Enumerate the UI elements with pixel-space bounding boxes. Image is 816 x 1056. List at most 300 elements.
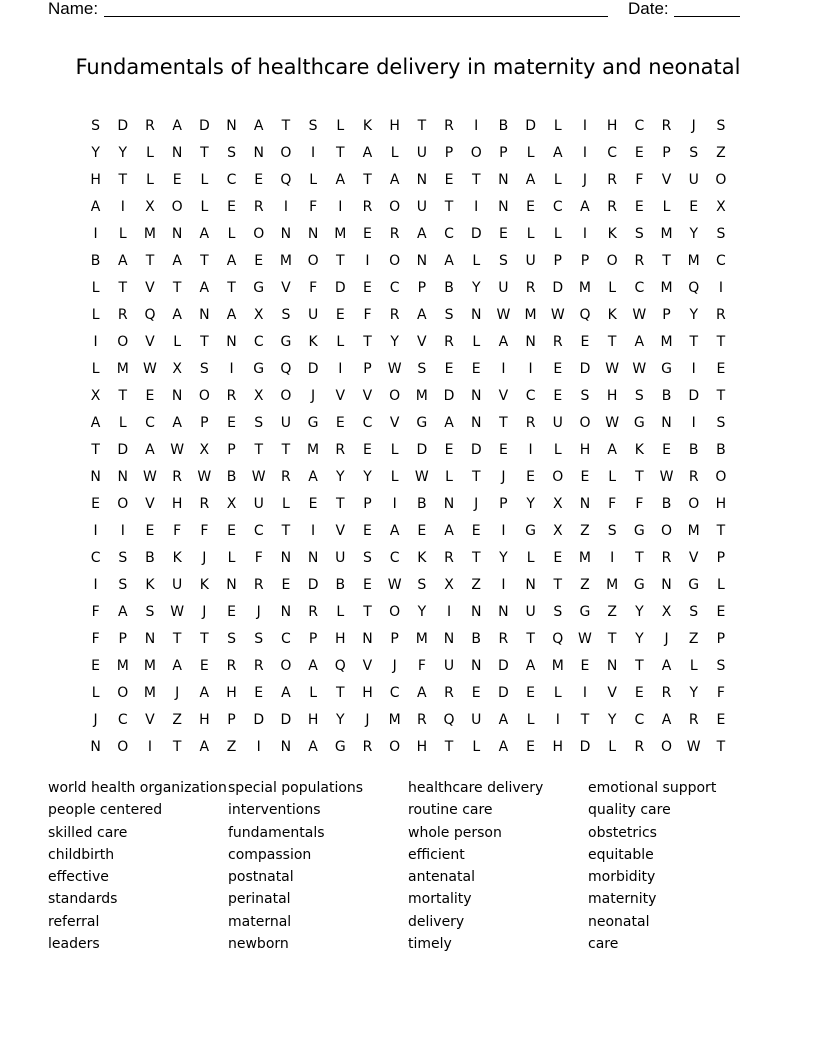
grid-letter: J: [582, 171, 588, 188]
grid-letter: R: [389, 306, 400, 323]
grid-letter: D: [307, 576, 319, 593]
grid-letter: R: [688, 468, 699, 485]
grid-letter: O: [715, 171, 727, 188]
grid-letter: E: [444, 171, 454, 188]
grid-letter: T: [200, 252, 209, 269]
grid-letter: J: [501, 468, 506, 485]
grid-letter: C: [525, 387, 536, 404]
word-list-item: leaders: [48, 936, 100, 953]
word-list-item: newborn: [228, 936, 289, 953]
grid-letter: S: [444, 306, 454, 323]
grid-letter: R: [525, 279, 536, 296]
grid-letter: N: [171, 144, 183, 161]
grid-letter: A: [199, 225, 210, 242]
grid-letter: N: [90, 738, 101, 755]
grid-letter: K: [607, 306, 617, 323]
grid-letter: O: [280, 657, 292, 674]
grid-letter: A: [362, 144, 373, 161]
grid-letter: Q: [144, 306, 156, 323]
word-list: [48, 777, 768, 955]
grid-letter: L: [472, 252, 481, 269]
grid-letter: T: [254, 441, 263, 458]
grid-letter: C: [281, 630, 291, 647]
grid-letter: Q: [688, 279, 700, 296]
grid-letter: W: [197, 468, 212, 485]
grid-letter: Y: [363, 468, 372, 485]
grid-letter: H: [579, 441, 591, 458]
grid-letter: S: [634, 387, 644, 404]
grid-letter: U: [416, 198, 427, 215]
grid-letter: Y: [689, 225, 698, 242]
grid-letter: M: [279, 252, 292, 269]
word-column: [48, 777, 228, 955]
grid-letter: P: [716, 549, 726, 566]
grid-letter: L: [227, 225, 236, 242]
grid-letter: I: [582, 684, 588, 701]
grid-letter: Y: [635, 630, 644, 647]
grid-letter: T: [336, 252, 345, 269]
grid-letter: C: [389, 279, 400, 296]
grid-letter: R: [362, 738, 373, 755]
name-input-line[interactable]: [104, 16, 608, 17]
grid-letter: R: [661, 117, 672, 134]
grid-letter: T: [118, 171, 128, 188]
grid-letter: R: [444, 333, 454, 350]
grid-letter: H: [389, 117, 400, 134]
grid-letter: A: [117, 603, 128, 620]
grid-letter: W: [632, 306, 647, 323]
grid-letter: L: [553, 684, 562, 701]
grid-letter: Q: [579, 306, 591, 323]
word-list-item: timely: [408, 936, 452, 953]
grid-letter: M: [578, 279, 592, 296]
grid-letter: B: [688, 441, 699, 458]
grid-letter: A: [199, 279, 210, 296]
grid-letter: L: [526, 711, 535, 728]
grid-letter: C: [444, 225, 454, 242]
grid-letter: F: [635, 495, 644, 512]
grid-letter: D: [117, 441, 129, 458]
grid-letter: I: [610, 549, 615, 566]
grid-letter: F: [91, 603, 100, 620]
word-list-item: compassion: [228, 846, 312, 863]
grid-letter: I: [93, 522, 98, 539]
grid-letter: N: [443, 495, 455, 512]
grid-letter: J: [664, 630, 669, 647]
grid-letter: L: [553, 171, 562, 188]
grid-letter: T: [91, 441, 100, 458]
grid-letter: D: [198, 117, 210, 134]
grid-letter: S: [145, 603, 155, 620]
grid-letter: L: [608, 738, 617, 755]
word-list-item: skilled care: [48, 824, 128, 841]
grid-letter: O: [280, 387, 292, 404]
grid-letter: U: [498, 279, 509, 296]
grid-letter: S: [634, 225, 644, 242]
grid-letter: N: [253, 144, 264, 161]
grid-letter: A: [145, 441, 155, 458]
grid-letter: Q: [334, 657, 346, 674]
grid-letter: E: [716, 603, 726, 620]
word-list-item: childbirth: [48, 846, 115, 863]
grid-letter: C: [634, 117, 645, 134]
grid-letter: N: [579, 495, 591, 512]
grid-letter: A: [90, 414, 101, 431]
grid-letter: Z: [172, 711, 182, 728]
grid-letter: R: [281, 468, 291, 485]
grid-letter: O: [715, 468, 727, 485]
grid-letter: R: [634, 738, 645, 755]
grid-letter: O: [117, 333, 129, 350]
word-list-item: equitable: [588, 846, 654, 863]
grid-letter: J: [93, 711, 98, 728]
grid-letter: U: [335, 549, 346, 566]
header-row: [48, 0, 740, 20]
grid-letter: M: [578, 549, 592, 566]
grid-letter: S: [716, 117, 726, 134]
grid-letter: N: [280, 225, 292, 242]
grid-letter: Z: [226, 738, 237, 755]
grid-letter: I: [474, 198, 479, 215]
grid-letter: N: [470, 387, 482, 404]
grid-letter: C: [117, 711, 128, 728]
grid-letter: E: [363, 279, 372, 296]
grid-letter: D: [579, 738, 591, 755]
grid-letter: L: [282, 495, 290, 512]
grid-letter: M: [524, 306, 537, 323]
grid-letter: R: [416, 711, 427, 728]
grid-letter: M: [143, 684, 157, 701]
grid-letter: Y: [390, 333, 399, 350]
grid-letter: L: [472, 333, 481, 350]
grid-letter: A: [172, 252, 182, 269]
grid-letter: L: [91, 684, 100, 701]
grid-letter: I: [256, 738, 261, 755]
grid-letter: E: [227, 414, 236, 431]
word-list-item: fundamentals: [228, 824, 325, 841]
grid-letter: N: [280, 603, 292, 620]
page-title: Fundamentals of healthcare delivery in maternity and neonatal: [75, 55, 741, 79]
grid-letter: R: [607, 198, 618, 215]
grid-letter: B: [661, 495, 672, 512]
grid-letter: S: [281, 306, 291, 323]
grid-letter: W: [170, 603, 185, 620]
grid-letter: E: [634, 144, 644, 161]
grid-letter: L: [336, 333, 345, 350]
grid-letter: O: [389, 387, 401, 404]
grid-letter: Y: [689, 684, 698, 701]
grid-letter: D: [470, 225, 482, 242]
grid-letter: D: [688, 387, 700, 404]
grid-letter: Y: [471, 279, 481, 296]
grid-letter: A: [226, 306, 237, 323]
grid-letter: G: [633, 414, 645, 431]
grid-letter: R: [444, 684, 454, 701]
grid-letter: O: [389, 252, 401, 269]
grid-letter: R: [172, 468, 183, 485]
grid-letter: L: [91, 306, 100, 323]
grid-letter: T: [145, 252, 155, 269]
grid-letter: R: [308, 603, 318, 620]
grid-letter: M: [551, 657, 564, 674]
grid-letter: A: [335, 171, 346, 188]
grid-letter: T: [662, 252, 671, 269]
grid-letter: E: [363, 441, 372, 458]
grid-letter: N: [525, 333, 536, 350]
grid-letter: M: [687, 522, 700, 539]
grid-letter: C: [634, 279, 645, 296]
grid-letter: H: [226, 684, 237, 701]
grid-letter: E: [716, 360, 726, 377]
grid-letter: H: [307, 711, 319, 728]
grid-letter: V: [145, 333, 155, 350]
date-input-line[interactable]: [674, 16, 740, 17]
grid-letter: L: [146, 171, 154, 188]
grid-letter: E: [471, 684, 481, 701]
grid-letter: P: [200, 414, 209, 431]
grid-letter: A: [281, 684, 291, 701]
grid-letter: S: [417, 360, 427, 377]
word-list-item: efficient: [408, 846, 465, 863]
grid-letter: I: [582, 225, 588, 242]
grid-letter: F: [363, 306, 372, 323]
grid-letter: W: [170, 441, 185, 458]
grid-letter: H: [606, 117, 618, 134]
grid-letter: E: [526, 738, 536, 755]
grid-letter: T: [689, 333, 698, 350]
grid-letter: I: [501, 360, 506, 377]
grid-letter: U: [253, 495, 264, 512]
grid-letter: N: [661, 576, 672, 593]
grid-letter: P: [662, 306, 671, 323]
grid-letter: P: [227, 711, 236, 728]
grid-letter: P: [553, 252, 562, 269]
grid-letter: V: [335, 387, 346, 404]
grid-letter: A: [308, 468, 318, 485]
grid-letter: W: [414, 468, 429, 485]
grid-letter: A: [498, 738, 509, 755]
grid-letter: E: [553, 549, 563, 566]
grid-letter: A: [661, 711, 672, 728]
grid-letter: K: [362, 117, 373, 134]
grid-letter: E: [91, 495, 101, 512]
grid-letter: P: [363, 360, 372, 377]
grid-letter: L: [336, 603, 345, 620]
grid-letter: N: [307, 549, 319, 566]
grid-letter: H: [416, 738, 428, 755]
grid-letter: E: [91, 657, 101, 674]
grid-letter: R: [389, 225, 400, 242]
grid-letter: T: [716, 522, 726, 539]
grid-letter: V: [661, 171, 672, 188]
word-list-item: referral: [48, 913, 100, 930]
grid-letter: T: [336, 144, 345, 161]
grid-letter: A: [172, 414, 182, 431]
grid-letter: S: [716, 225, 726, 242]
grid-letter: L: [227, 549, 236, 566]
grid-letter: D: [117, 117, 129, 134]
grid-letter: Q: [280, 360, 292, 377]
grid-letter: E: [308, 495, 318, 512]
grid-letter: D: [307, 360, 319, 377]
grid-letter: U: [443, 657, 455, 674]
grid-letter: G: [525, 522, 537, 539]
grid-letter: E: [498, 225, 508, 242]
grid-letter: R: [661, 549, 672, 566]
grid-letter: E: [580, 333, 590, 350]
grid-letter: B: [498, 117, 509, 134]
grid-letter: E: [634, 684, 644, 701]
grid-letter: G: [253, 279, 265, 296]
grid-letter: M: [687, 252, 700, 269]
grid-letter: L: [717, 576, 725, 593]
grid-letter: M: [116, 360, 129, 377]
grid-letter: E: [689, 198, 699, 215]
grid-letter: T: [716, 738, 726, 755]
grid-letter: V: [362, 657, 373, 674]
grid-letter: V: [335, 522, 346, 539]
grid-letter: I: [93, 576, 98, 593]
grid-letter: N: [226, 333, 237, 350]
grid-letter: G: [307, 414, 319, 431]
grid-letter: L: [200, 171, 209, 188]
grid-letter: S: [716, 657, 726, 674]
grid-letter: F: [417, 657, 426, 674]
grid-letter: L: [309, 684, 317, 701]
grid-letter: L: [662, 198, 671, 215]
grid-letter: Y: [499, 549, 508, 566]
grid-letter: M: [143, 225, 157, 242]
grid-letter: L: [472, 738, 481, 755]
grid-letter: T: [200, 630, 209, 647]
word-list-item: antenatal: [408, 869, 475, 886]
grid-letter: E: [145, 387, 155, 404]
grid-letter: S: [227, 144, 236, 161]
grid-letter: E: [580, 468, 590, 485]
grid-letter: W: [387, 576, 402, 593]
grid-letter: T: [716, 387, 726, 404]
grid-letter: D: [443, 387, 455, 404]
grid-letter: O: [688, 495, 700, 512]
word-list-item: special populations: [228, 780, 364, 796]
grid-letter: L: [118, 225, 127, 242]
grid-letter: S: [91, 117, 101, 134]
grid-letter: I: [338, 360, 343, 377]
grid-letter: N: [498, 171, 509, 188]
grid-letter: F: [91, 630, 100, 647]
grid-letter: A: [117, 252, 128, 269]
grid-letter: T: [716, 333, 726, 350]
grid-letter: S: [227, 630, 236, 647]
grid-letter: M: [415, 630, 428, 647]
grid-letter: L: [118, 414, 127, 431]
grid-letter: O: [171, 198, 183, 215]
grid-letter: A: [389, 171, 400, 188]
grid-letter: L: [390, 468, 399, 485]
grid-letter: V: [389, 414, 400, 431]
grid-letter: N: [171, 387, 183, 404]
grid-letter: O: [307, 252, 319, 269]
grid-letter: M: [660, 225, 673, 242]
grid-letter: S: [580, 387, 590, 404]
grid-letter: T: [417, 117, 427, 134]
grid-letter: E: [145, 522, 155, 539]
grid-letter: R: [634, 252, 645, 269]
grid-letter: X: [145, 198, 155, 215]
letter-grid: [82, 112, 734, 760]
grid-letter: U: [552, 414, 563, 431]
grid-letter: V: [145, 279, 155, 296]
grid-letter: E: [417, 522, 427, 539]
grid-letter: W: [143, 468, 157, 485]
grid-letter: D: [334, 279, 346, 296]
word-list-item: postnatal: [228, 869, 294, 886]
grid-letter: S: [607, 522, 617, 539]
grid-letter: F: [173, 522, 182, 539]
grid-letter: T: [281, 441, 291, 458]
word-column: [228, 777, 408, 955]
grid-letter: M: [660, 333, 673, 350]
grid-letter: L: [336, 117, 345, 134]
grid-letter: Z: [580, 522, 590, 539]
grid-letter: S: [498, 252, 508, 269]
grid-letter: A: [199, 684, 210, 701]
grid-letter: R: [253, 576, 264, 593]
grid-letter: E: [227, 198, 236, 215]
grid-letter: Y: [607, 711, 617, 728]
grid-letter: T: [444, 198, 454, 215]
word-list-item: perinatal: [228, 891, 291, 908]
word-list-item: emotional support: [588, 780, 717, 796]
grid-letter: J: [202, 549, 207, 566]
grid-letter: N: [226, 576, 237, 593]
grid-letter: R: [253, 198, 264, 215]
grid-letter: L: [91, 279, 100, 296]
grid-letter: Z: [607, 603, 617, 620]
grid-letter: S: [254, 414, 264, 431]
word-list-item: maternal: [228, 913, 292, 930]
grid-letter: M: [415, 387, 428, 404]
grid-letter: X: [199, 441, 210, 458]
grid-letter: U: [688, 171, 699, 188]
grid-letter: V: [498, 387, 509, 404]
grid-letter: N: [470, 603, 482, 620]
grid-letter: T: [635, 657, 644, 674]
grid-letter: T: [635, 549, 644, 566]
grid-letter: W: [632, 360, 647, 377]
grid-letter: A: [525, 657, 536, 674]
grid-letter: L: [390, 144, 399, 161]
grid-letter: T: [607, 333, 617, 350]
grid-letter: O: [389, 198, 401, 215]
grid-letter: T: [172, 738, 182, 755]
grid-letter: E: [254, 171, 264, 188]
grid-letter: Y: [118, 144, 128, 161]
grid-letter: O: [579, 414, 591, 431]
grid-letter: R: [716, 306, 726, 323]
grid-letter: E: [227, 522, 236, 539]
grid-letter: I: [283, 198, 288, 215]
grid-letter: Y: [635, 603, 644, 620]
grid-letter: R: [145, 117, 155, 134]
grid-letter: T: [526, 630, 535, 647]
grid-letter: N: [470, 657, 482, 674]
grid-letter: I: [528, 441, 533, 458]
grid-letter: X: [253, 387, 264, 404]
grid-letter: P: [308, 630, 318, 647]
grid-letter: F: [309, 198, 318, 215]
grid-letter: E: [471, 522, 481, 539]
